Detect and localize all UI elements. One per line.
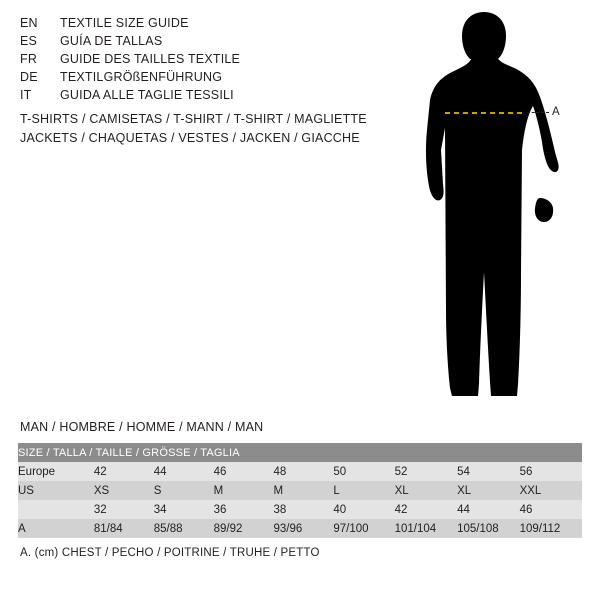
table-header-label: SIZE / TALLA / TAILLE / GRÖSSE / TAGLIA: [18, 443, 582, 462]
measure-label-a: A: [552, 106, 560, 118]
language-code: FR: [20, 52, 38, 66]
table-cell: 89/92: [214, 519, 274, 538]
table-cell: XL: [395, 481, 458, 500]
table-cell: 44: [457, 500, 520, 519]
table-cell: 105/108: [457, 519, 520, 538]
row-label: A: [18, 519, 94, 538]
table-cell: 48: [273, 462, 333, 481]
table-cell: L: [333, 481, 394, 500]
measure-leader-line: [527, 112, 549, 113]
language-title: GUIDA ALLE TAGLIE TESSILI: [60, 88, 234, 102]
table-cell: 42: [94, 462, 154, 481]
table-cell: 101/104: [395, 519, 458, 538]
table-cell: 46: [214, 462, 274, 481]
table-cell: M: [214, 481, 274, 500]
language-code: EN: [20, 16, 38, 30]
language-row: [20, 34, 400, 52]
table-cell: 36: [214, 500, 274, 519]
row-label: [18, 500, 94, 519]
language-row: [20, 88, 400, 106]
category-block: [20, 110, 440, 148]
category-line-jackets: JACKETS / CHAQUETAS / VESTES / JACKEN / GIACCHE: [20, 131, 360, 145]
table-cell: 81/84: [94, 519, 154, 538]
language-row: [20, 70, 400, 88]
row-label: Europe: [18, 462, 94, 481]
table-row: [18, 500, 582, 519]
table-cell: 85/88: [154, 519, 214, 538]
table-cell: 93/96: [273, 519, 333, 538]
table-cell: 50: [333, 462, 394, 481]
language-title: TEXTILGRÖßENFÜHRUNG: [60, 70, 223, 84]
table-cell: XXL: [520, 481, 582, 500]
category-line-tshirts: T-SHIRTS / CAMISETAS / T-SHIRT / T-SHIRT / MAGLIETTE: [20, 112, 367, 126]
table-header-row: [18, 443, 582, 462]
language-title: GUIDE DES TAILLES TEXTILE: [60, 52, 241, 66]
table-cell: 34: [154, 500, 214, 519]
language-title: TEXTILE SIZE GUIDE: [60, 16, 189, 30]
table-cell: 46: [520, 500, 582, 519]
table-cell: 42: [395, 500, 458, 519]
language-code: DE: [20, 70, 38, 84]
size-table: [18, 443, 582, 538]
language-row: [20, 52, 400, 70]
table-cell: XL: [457, 481, 520, 500]
table-cell: 44: [154, 462, 214, 481]
language-title: GUÍA DE TALLAS: [60, 34, 163, 48]
table-cell: M: [273, 481, 333, 500]
table-section-title: MAN / HOMBRE / HOMME / MANN / MAN: [20, 420, 264, 434]
table-row: [18, 481, 582, 500]
table-cell: 109/112: [520, 519, 582, 538]
table-row: [18, 462, 582, 481]
table-cell: 56: [520, 462, 582, 481]
language-code: ES: [20, 34, 38, 48]
silhouette-svg: [400, 10, 590, 400]
table-cell: 97/100: [333, 519, 394, 538]
row-label: US: [18, 481, 94, 500]
table-cell: XS: [94, 481, 154, 500]
table-footnote: A. (cm) CHEST / PECHO / POITRINE / TRUHE / PETTO: [20, 547, 320, 559]
language-header-block: [20, 16, 400, 106]
table-cell: 52: [395, 462, 458, 481]
table-cell: 38: [273, 500, 333, 519]
male-silhouette-illustration: [400, 10, 590, 400]
language-row: [20, 16, 400, 34]
table-cell: 40: [333, 500, 394, 519]
table-cell: 32: [94, 500, 154, 519]
table-cell: 54: [457, 462, 520, 481]
table-row: [18, 519, 582, 538]
language-code: IT: [20, 88, 32, 102]
table-cell: S: [154, 481, 214, 500]
